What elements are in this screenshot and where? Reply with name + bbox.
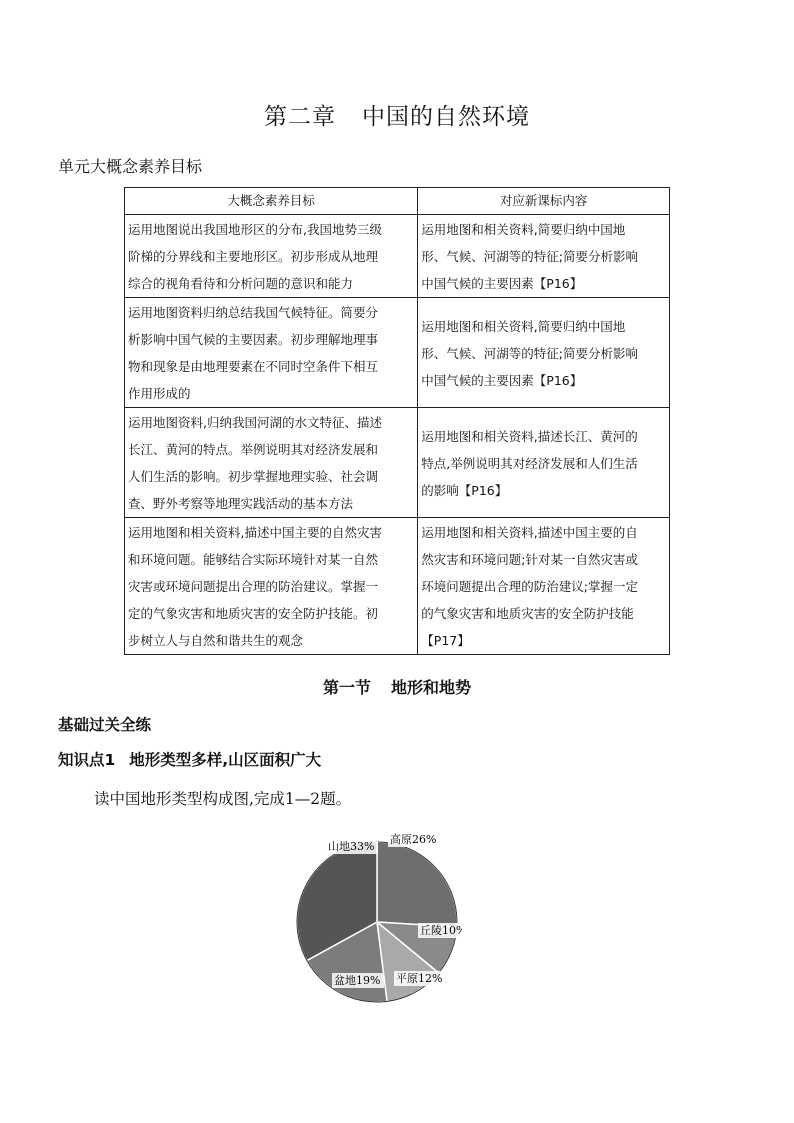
standard-line: 环境问题提出合理的防治建议;掌握一定 [421,579,638,594]
standard-cell [418,518,670,655]
goal-line: 物和现象是由地理要素在不同时空条件下相互 [128,359,379,374]
standard-line: 运用地图和相关资料,简要归纳中国地 [421,318,626,334]
goals-table [124,187,670,655]
header-goal: 大概念素养目标 [125,188,418,215]
goal-cell [125,408,418,518]
standard-line: 形、气候、河湖等的特征;简要分析影响 [421,249,638,264]
pie-label-高原: 高原26% [390,833,437,846]
goal-line: 步树立人与自然和谐共生的观念 [128,633,304,648]
standard-line: 然灾害和环境问题;针对某一自然灾害或 [421,552,638,567]
goal-line: 人们生活的影响。初步掌握地理实验、社会调 [128,469,379,484]
table-row [125,215,670,298]
goal-line: 析影响中国气候的主要因素。初步理解地理事 [128,332,379,347]
goal-cell [125,298,418,408]
standard-line: 运用地图和相关资料,简要归纳中国地 [421,222,626,237]
pie-chart-svg [292,830,462,1010]
chapter-name: 中国的自然环境 [362,104,530,130]
goal-line: 运用地图资料归纳总结我国气候特征。简要分 [128,305,379,320]
table-row [125,518,670,655]
goal-line: 查、野外考察等地理实践活动的基本方法 [128,496,354,511]
pie-slice-高原 [377,842,457,927]
knowledge-point-title: 地形类型多样,山区面积广大 [129,751,322,769]
pie-label-盆地: 盆地19% [334,974,381,987]
standard-line: 形、气候、河湖等的特征;简要分析影响 [421,345,638,361]
standard-line: 中国气候的主要因素【P16】 [421,372,583,388]
table-row [125,408,670,518]
standard-line: 运用地图和相关资料,描述长江、黄河的 [421,428,638,444]
chapter-title [0,98,794,131]
standard-cell [418,298,670,408]
goal-line: 长江、黄河的特点。举例说明其对经济发展和 [128,442,379,457]
goal-line: 灾害或环境问题提出合理的防治建议。掌握一 [128,579,379,594]
goal-line: 和环境问题。能够结合实际环境针对某一自然 [128,552,379,567]
standard-line: 的影响【P16】 [421,482,508,498]
goal-line: 运用地图资料,归纳我国河湖的水文特征、描述 [128,415,382,430]
pie-label-山地: 山地33% [328,840,375,853]
goal-line: 综合的视角看待和分析问题的意识和能力 [128,276,354,291]
question-instruction: 读中国地形类型构成图,完成1—2题。 [94,790,352,808]
standard-line: 【P17】 [421,633,470,648]
goal-cell [125,215,418,298]
goal-line: 阶梯的分界线和主要地形区。初步形成从地理 [128,249,379,264]
standard-cell [418,408,670,518]
standard-cell [418,215,670,298]
goal-line: 作用形成的 [128,386,191,401]
section-number: 第一节 [322,678,371,697]
section-name: 地形和地势 [391,678,472,697]
section-title [0,675,794,698]
knowledge-point-heading [58,748,321,770]
standard-line: 特点,举例说明其对经济发展和人们生活 [421,455,638,471]
table-header-row [125,188,670,215]
goal-line: 运用地图说出我国地形区的分布,我国地势三级 [128,222,382,237]
goal-line: 运用地图和相关资料,描述中国主要的自然灾害 [128,525,382,540]
goal-line: 定的气象灾害和地质灾害的安全防护技能。初 [128,606,379,621]
header-standard: 对应新课标内容 [418,188,670,215]
chapter-number: 第二章 [264,104,336,130]
pie-label-丘陵: 丘陵10% [420,924,462,937]
knowledge-point-label: 知识点1 [58,751,116,769]
unit-heading: 单元大概念素养目标 [58,157,203,176]
table-row [125,298,670,408]
terrain-pie-chart [292,830,462,1010]
standard-line: 的气象灾害和地质灾害的安全防护技能 [421,606,634,621]
practice-heading: 基础过关全练 [58,716,152,734]
pie-label-平原: 平原12% [396,972,443,985]
standard-line: 运用地图和相关资料,描述中国主要的自 [421,525,638,540]
goal-cell [125,518,418,655]
standard-line: 中国气候的主要因素【P16】 [421,276,583,291]
